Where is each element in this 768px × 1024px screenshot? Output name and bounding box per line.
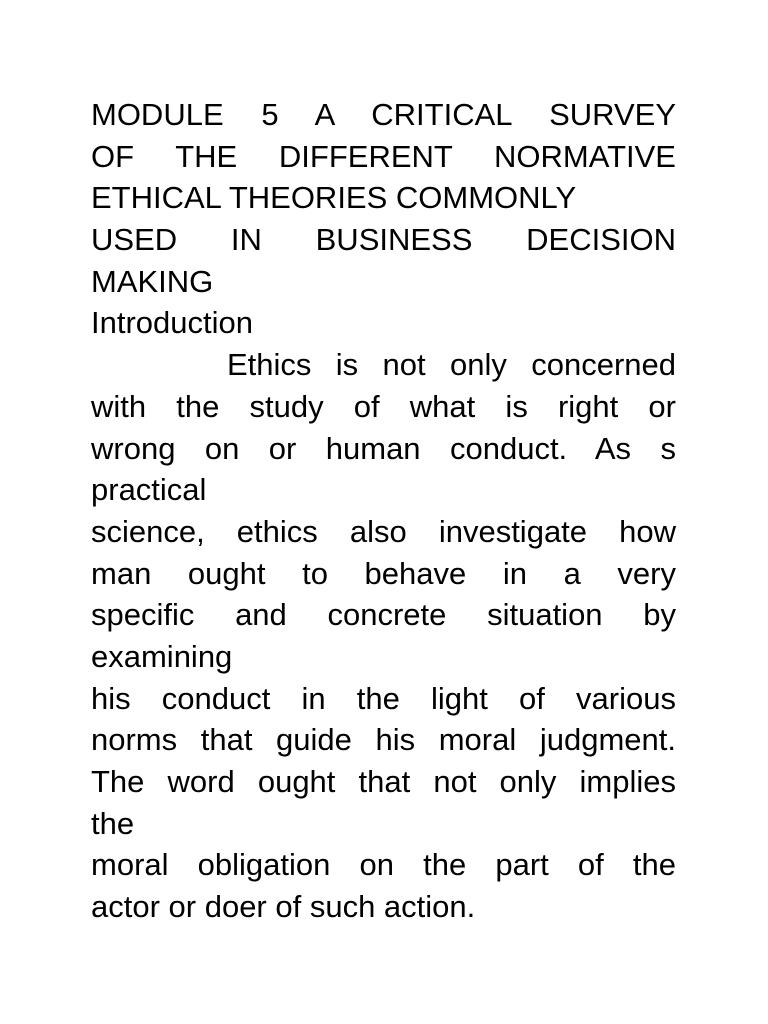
title-line: USED IN BUSINESS DECISION <box>91 222 676 258</box>
body-line: norms that guide his moral judgment. <box>91 722 676 758</box>
body-line: examining <box>91 638 233 674</box>
title-line: ETHICAL THEORIES COMMONLY <box>91 180 577 216</box>
body-line: actor or doer of such action. <box>91 889 476 925</box>
body-line: his conduct in the light of various <box>91 680 676 716</box>
title-line: MODULE 5 A CRITICAL SURVEY <box>91 97 676 132</box>
body-line: wrong on or human conduct. As s <box>91 430 676 466</box>
document-text <box>91 94 676 928</box>
body-line: specific and concrete situation by <box>91 597 676 633</box>
body-line: Ethics is not only concerned <box>227 347 676 383</box>
body-line: science, ethics also investigate how <box>91 513 676 549</box>
section-heading: Introduction <box>91 305 253 341</box>
body-line: the <box>91 805 135 841</box>
body-line: practical <box>91 472 207 508</box>
body-line: moral obligation on the part of the <box>91 847 676 883</box>
body-line: with the study of what is right or <box>91 388 676 424</box>
body-line: The word ought that not only implies <box>91 764 676 799</box>
title-line: OF THE DIFFERENT NORMATIVE <box>91 138 676 174</box>
title-line: MAKING <box>91 263 214 299</box>
body-line: man ought to behave in a very <box>91 555 676 591</box>
